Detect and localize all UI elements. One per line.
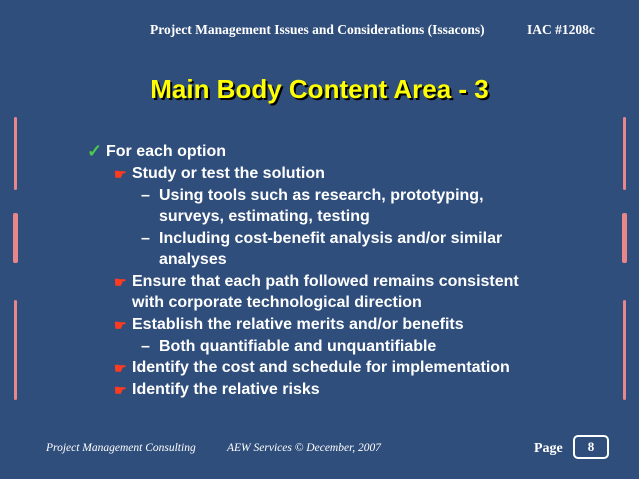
pointing-hand-icon: ☛ bbox=[114, 166, 127, 182]
bullet-level2: Identify the cost and schedule for implementation bbox=[132, 359, 510, 376]
check-icon: ✓ bbox=[87, 141, 103, 161]
dash-bullet: – bbox=[141, 338, 150, 355]
bullet-level3: Including cost-benefit analysis and/or similar bbox=[159, 230, 503, 247]
pointing-hand-icon: ☛ bbox=[114, 382, 127, 398]
page-label: Page bbox=[534, 441, 563, 456]
dash-bullet: – bbox=[141, 230, 150, 247]
bullet-level2: Identify the relative risks bbox=[132, 381, 320, 398]
pointing-hand-icon: ☛ bbox=[114, 274, 127, 290]
bullet-level3: Using tools such as research, prototyping, bbox=[159, 187, 484, 204]
bullet-level2: Establish the relative merits and/or benefits bbox=[132, 316, 464, 333]
bullet-level1: For each option bbox=[106, 143, 226, 160]
bullet-level3: Both quantifiable and unquantifiable bbox=[159, 338, 437, 355]
bullet-level3-cont: surveys, estimating, testing bbox=[159, 208, 370, 225]
pointing-hand-icon: ☛ bbox=[114, 317, 127, 333]
header-title: Project Management Issues and Considerations (Issacons) bbox=[150, 22, 485, 37]
bullet-level2-cont: with corporate technological direction bbox=[132, 294, 422, 311]
pointing-hand-icon: ☛ bbox=[114, 360, 127, 376]
bullet-level3-cont: analyses bbox=[159, 251, 227, 268]
bullet-level2: Study or test the solution bbox=[132, 165, 325, 182]
dash-bullet: – bbox=[141, 187, 150, 204]
footer-copyright: AEW Services © December, 2007 bbox=[227, 442, 382, 454]
header-code: IAC #1208c bbox=[527, 22, 595, 37]
footer-company: Project Management Consulting bbox=[46, 442, 196, 454]
bullet-level2: Ensure that each path followed remains consistent bbox=[132, 273, 519, 290]
slide-title: Main Body Content Area - 3 bbox=[150, 74, 489, 104]
page-number: 8 bbox=[573, 435, 609, 459]
